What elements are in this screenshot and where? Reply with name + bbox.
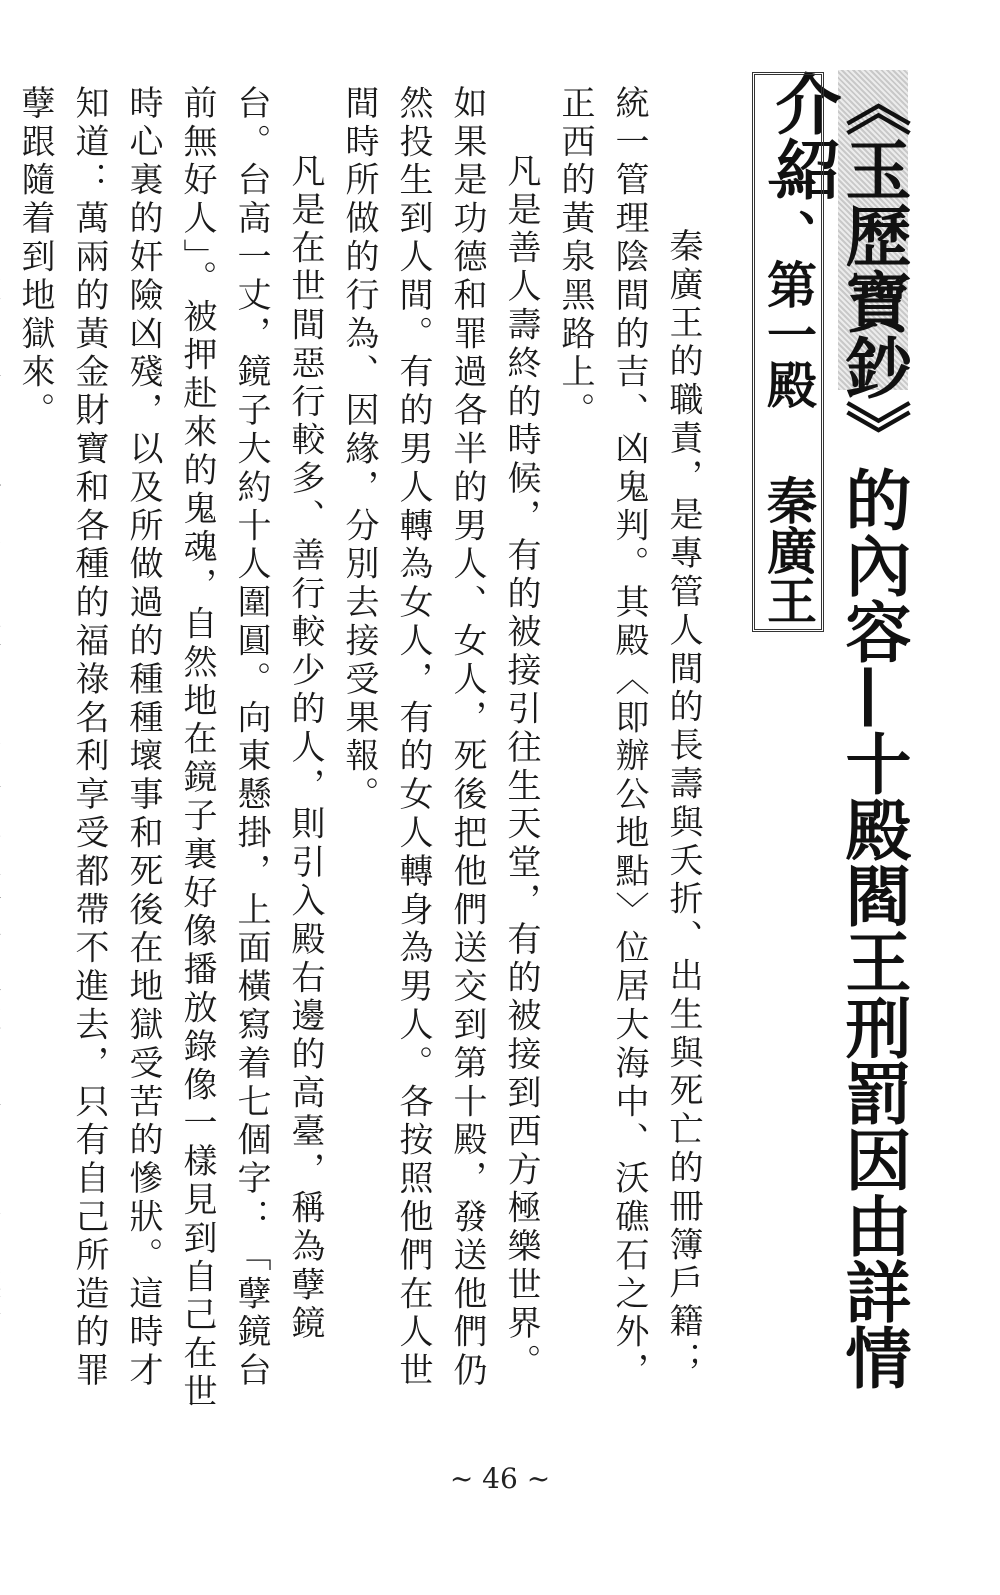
paragraph: 凡是善人壽終的時候，有的被接引往生天堂，有的被接到西方極樂世界。如果是功德和罪過各半的男人、女人，死後把他們送交到第十殿，發送他們仍然投生到人間。有的男人轉為女人，有的女人轉身為男人。各按照他們在人世間時所做的行為、因緣，分別去接受果報。 [339, 85, 541, 1391]
section-name: 秦廣王 [759, 475, 818, 625]
section-number: 一、第一殿 [759, 159, 818, 409]
paragraph: 凡是在世間惡行較多、善行較少的人，則引入殿右邊的高臺，稱為孽鏡台。台高一丈，鏡子大約十人圍圓。向東懸掛，上面橫寫着七個字：「孽鏡台前無好人」。被押赴來的鬼魂，自然地在鏡子裏好像播放錄像一樣見到自己在世時心裏的奸險凶殘，以及所做過的種種壞事和死後在地獄受苦的慘狀。這時才知道：萬兩的黃金財寶和各種的福祿名利享受都帶不進去，只有自己所造的罪孽跟隨着到地獄來。 [15, 85, 325, 1412]
paragraph: 秦廣王的職責，是專管人間的長壽與夭折、出生與死亡的冊簿戶籍；統一管理陰間的吉、凶鬼判。其殿〈即辦公地點〉位居大海中、沃礁石之外，正西的黃泉黑路上。 [555, 85, 703, 1391]
section-heading [752, 72, 824, 632]
page-number: ~ 46 ~ [449, 1462, 551, 1495]
body-text [10, 85, 710, 1415]
chapter-title-text: 《玉歷寶鈔》的內容—十殿閻王刑罰因由詳情介紹 [764, 70, 912, 1390]
paragraph [0, 85, 8, 1415]
